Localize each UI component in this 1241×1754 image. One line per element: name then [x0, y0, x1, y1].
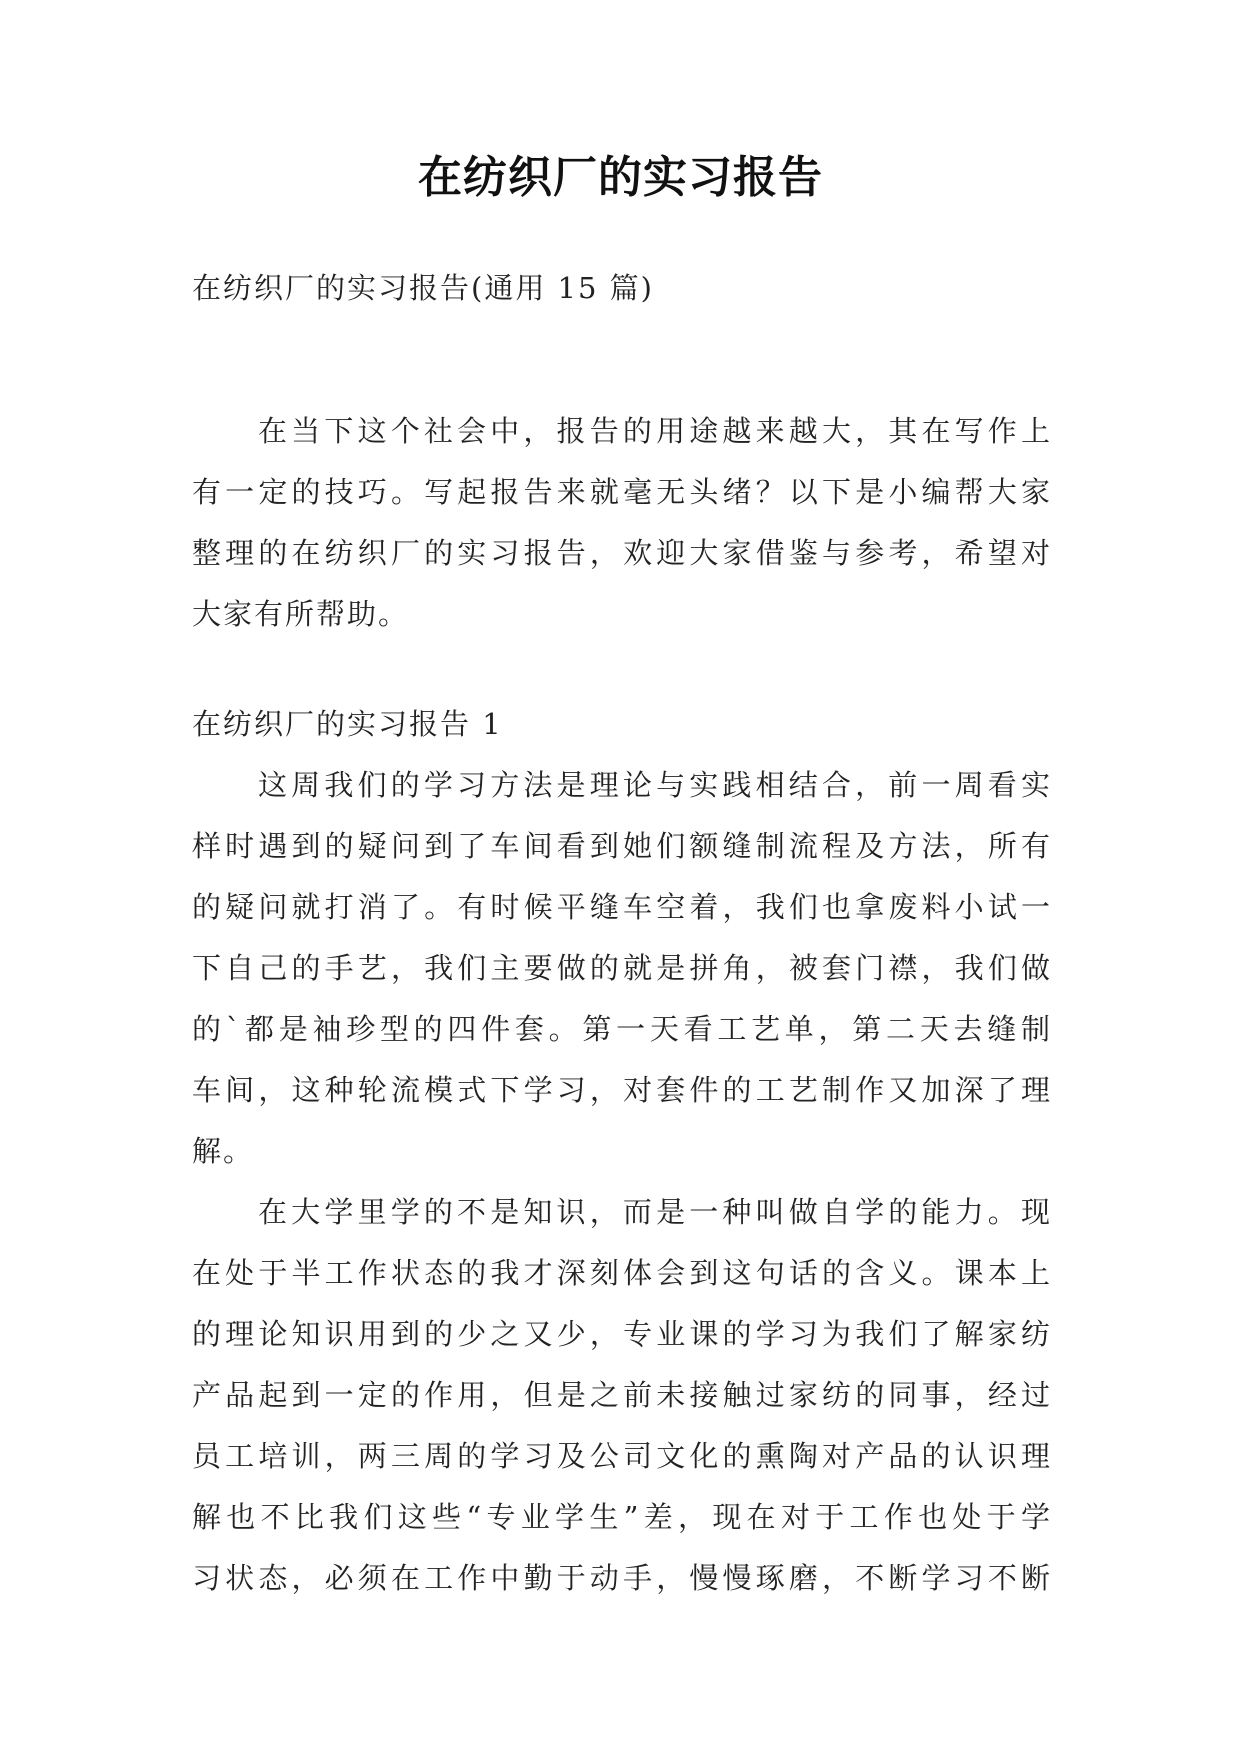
intro-paragraph [192, 401, 1052, 645]
paragraph-line: 的疑问就打消了。有时候平缝车空着，我们也拿废料小试一 [192, 890, 1052, 924]
paragraph-line: 习状态，必须在工作中勤于动手，慢慢琢磨，不断学习不断 [192, 1561, 1052, 1595]
document-title: 在纺织厂的实习报告 [418, 152, 823, 203]
paragraph-line: 这周我们的学习方法是理论与实践相结合，前一周看实 [258, 768, 1052, 802]
paragraph-line: 解也不比我们这些“专业学生”差，现在对于工作也处于学 [192, 1500, 1052, 1534]
subtitle-text: 在纺织厂的实习报告(通用 15 篇) [192, 271, 654, 305]
paragraph-line: 解。 [192, 1134, 255, 1168]
paragraph-line: 下自己的手艺，我们主要做的就是拼角，被套门襟，我们做 [192, 951, 1052, 985]
intro-line: 在当下这个社会中，报告的用途越来越大，其在写作上 [258, 414, 1052, 448]
paragraph-line: 车间，这种轮流模式下学习，对套件的工艺制作又加深了理 [192, 1073, 1052, 1107]
section-1-paragraph-1 [192, 755, 1052, 1182]
document-subtitle [192, 258, 1052, 319]
paragraph-line: 在大学里学的不是知识，而是一种叫做自学的能力。现 [258, 1195, 1052, 1229]
paragraph-line: 样时遇到的疑问到了车间看到她们额缝制流程及方法，所有 [192, 829, 1052, 863]
paragraph-line: 产品起到一定的作用，但是之前未接触过家纺的同事，经过 [192, 1378, 1052, 1412]
intro-line: 整理的在纺织厂的实习报告，欢迎大家借鉴与参考，希望对 [192, 536, 1052, 570]
paragraph-line: 在处于半工作状态的我才深刻体会到这句话的含义。课本上 [192, 1256, 1052, 1290]
intro-line: 大家有所帮助。 [192, 597, 410, 631]
paragraph-line: 员工培训，两三周的学习及公司文化的熏陶对产品的认识理 [192, 1439, 1052, 1473]
section-1-paragraph-2 [192, 1182, 1052, 1609]
section-1 [192, 694, 1052, 1609]
paragraph-line: 的`都是袖珍型的四件套。第一天看工艺单，第二天去缝制 [192, 1012, 1052, 1046]
intro-line: 有一定的技巧。写起报告来就毫无头绪？以下是小编帮大家 [192, 475, 1052, 509]
paragraph-line: 的理论知识用到的少之又少，专业课的学习为我们了解家纺 [192, 1317, 1052, 1351]
section-heading: 在纺织厂的实习报告 1 [192, 707, 503, 741]
